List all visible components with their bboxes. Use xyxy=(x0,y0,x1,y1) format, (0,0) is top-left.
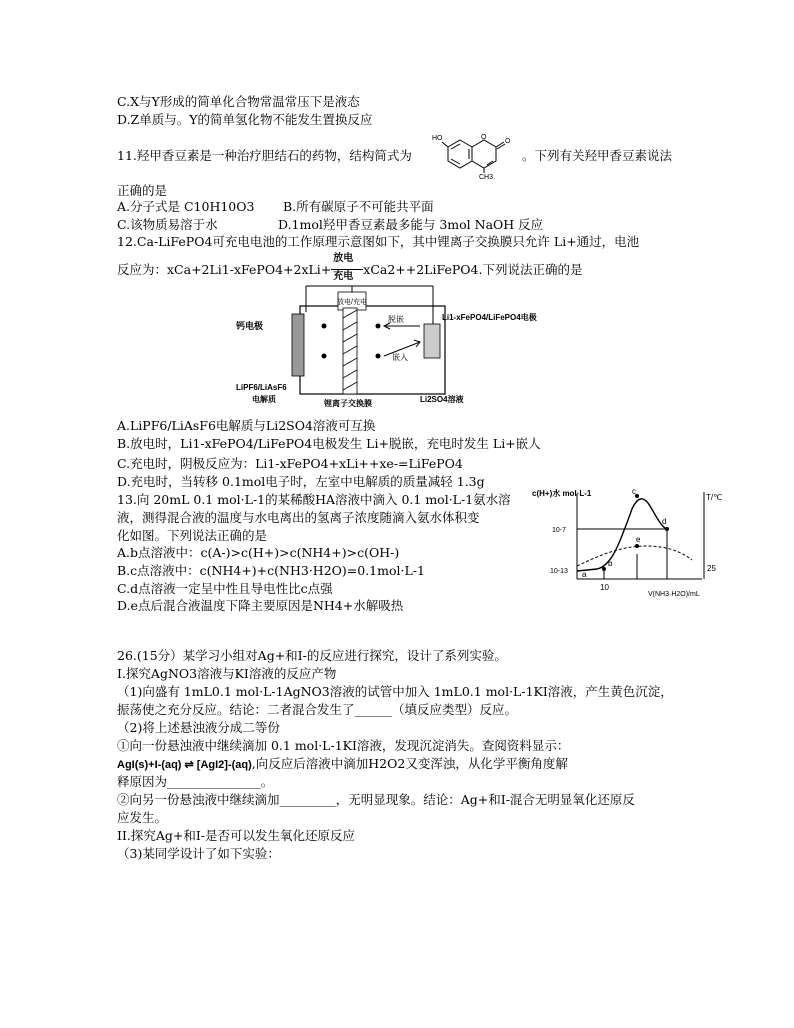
q26-section-1: I.探究AgNO3溶液与KI溶液的反应产物 xyxy=(117,666,337,681)
li2so4-label: Li2SO4溶液 xyxy=(420,395,464,404)
q12-option-a: A.LiPF6/LiAsF6电解质与Li2SO4溶液可互换 xyxy=(117,418,376,433)
struct-ho: HO xyxy=(432,135,443,142)
deintercalate-label: 脱嵌 xyxy=(388,315,404,324)
intercalate-label: 嵌入 xyxy=(392,353,408,362)
chart-series-temperature xyxy=(577,546,692,566)
chart-xlabel: V(NH3·H2O)/mL xyxy=(648,591,700,598)
q26-equilibrium: AgI(s)+I-(aq) ⇌ [AgI2]-(aq) xyxy=(117,759,252,771)
q13-option-b: B.c点溶液中：c(NH4+)+c(NH3·H2O)=0.1mol·L-1 xyxy=(117,563,425,578)
chart-point-b xyxy=(602,567,606,571)
chart-series-hplus xyxy=(577,499,667,571)
q13-option-d: D.e点后混合液温度下降主要原因是NH4+水解吸热 xyxy=(117,598,404,613)
q12-reaction xyxy=(117,253,583,282)
q13-option-a: A.b点溶液中：c(A-)>c(H+)>c(NH4+)>c(OH-) xyxy=(117,545,400,560)
q26-p2b-line1: ②向另一份悬浊液中继续滴加_________，无明显现象。结论：Ag+和I-混合无明显氧化还原反 xyxy=(117,792,635,807)
q26-p3: （3)某同学设计了如下实验： xyxy=(117,846,280,861)
titration-chart xyxy=(532,484,742,602)
chart-label-b: b xyxy=(608,559,613,568)
q10-option-d: D.Z单质与。Y的简单氢化物不能发生置换反应 xyxy=(117,112,373,127)
reaction-arrow xyxy=(331,253,363,282)
q11-option-b: B.所有碳原子不可能共平面 xyxy=(283,199,434,214)
struct-o-carbonyl: O xyxy=(505,138,511,145)
q12-option-b: B.放电时，Li1-xFePO4/LiFePO4电极发生 Li+脱嵌，充电时发生 Li+嵌人 xyxy=(117,436,541,451)
q26-p2a-line3: 释原因为_______________。 xyxy=(117,774,274,789)
q26-p2a-line2-rest: ,向反应后溶液中滴加H2O2又变浑浊，从化学平衡角度解 xyxy=(251,756,568,771)
q13-option-c: C.d点溶液一定呈中性且导电性比c点强 xyxy=(117,581,333,596)
struct-o-ring: O xyxy=(481,134,487,141)
arrow-discharge-label: 放电 xyxy=(333,253,354,264)
chart-ylabel: c(H+)水 mol·L-1 xyxy=(532,489,592,498)
chart-right-tick-25: 25 xyxy=(707,564,716,573)
q11-option-d: D.1mol羟甲香豆素最多能与 3mol NaOH 反应 xyxy=(278,217,544,232)
chart-ytick-1e-13: 10-13 xyxy=(550,568,568,575)
arrow-charge-label: 充电 xyxy=(333,271,354,282)
electrolyte-label-2: 电解质 xyxy=(252,395,276,404)
electrolyte-label: LiPF6/LiAsF6 xyxy=(236,383,287,392)
chart-ylabel-right: T/℃ xyxy=(706,493,723,502)
ca-electrode-label: 钙电极 xyxy=(236,321,264,331)
chart-label-c: c xyxy=(632,487,636,496)
q26-p1-line1: （1)向盛有 1mL0.1 mol·L-1AgNO3溶液的试管中加入 1mL0.1 mol·L-1KI溶液，产生黄色沉淀， xyxy=(117,684,673,699)
chart-point-e xyxy=(635,544,639,548)
q26-section-2: II.探究Ag+和I-是否可以发生氧化还原反应 xyxy=(117,828,356,843)
q13-stem-2: 液，测得混合液的温度与水电离出的氢离子浓度随滴入氨水体积变 xyxy=(117,510,480,525)
q13-stem-3: 化如图。下列说法正确的是 xyxy=(117,528,268,543)
chart-xtick-10: 10 xyxy=(600,583,609,592)
struct-ch3: CH3 xyxy=(479,174,494,180)
q12-reaction-left: 反应为：xCa+2Li1-xFePO4+2xLi+ xyxy=(117,262,332,277)
chart-ytick-1e-7: 10-7 xyxy=(552,527,567,534)
lfp-electrode-label: Li1-xFePO4/LiFePO4电极 xyxy=(442,313,537,322)
q11-option-a: A.分子式是 C10H10O3 xyxy=(117,199,255,214)
q12-stem: 12.Ca-LiFePO4可充电电池的工作原理示意图如下，其中锂离子交换膜只允许 Li+通过，电池 xyxy=(117,234,640,249)
battery-diagram xyxy=(228,284,568,412)
q13-stem-1: 13.向 20mL 0.1 mol·L-1的某稀酸HA溶液中滴入 0.1 mol·L-1氨水溶 xyxy=(117,492,511,507)
chart-label-d: d xyxy=(662,517,667,526)
chart-point-d xyxy=(665,527,669,531)
q26-p2: （2)将上述悬浊液分成二等份 xyxy=(117,720,280,735)
q26-p2a-line2 xyxy=(117,756,568,773)
chart-label-e: e xyxy=(636,535,641,544)
chart-label-a: a xyxy=(582,570,587,579)
q11-stem-end: 正确的是 xyxy=(117,183,168,198)
q12-option-d: D.充电时，当转移 0.1mol电子时，左室中电解质的质量减轻 1.3g xyxy=(117,474,485,489)
q11-stem-cont: 。下列有关羟甲香豆素说法 xyxy=(522,148,673,163)
q26-p2a-line1: ①向一份悬浊液中继续滴加 0.1 mol·L-1KI溶液，发现沉淀消失。查阅资料显示： xyxy=(117,738,570,753)
coumarin-structure xyxy=(432,128,522,180)
q26-p1-line2: 振荡使之充分反应。结论：二者混合发生了______（填反应类型）反应。 xyxy=(117,702,518,717)
q11-stem: 11.羟甲香豆素是一种治疗胆结石的药物，结构简式为 xyxy=(117,148,412,163)
q12-option-c: C.充电时，阴极反应为：Li1-xFePO4+xLi++xe-=LiFePO4 xyxy=(117,456,463,471)
switch-label: 放电/充电 xyxy=(337,299,367,306)
q10-option-c: C.X与Y形成的简单化合物常温常压下是液态 xyxy=(117,94,360,109)
q26-p2b-line2: 应发生。 xyxy=(117,810,168,825)
q12-reaction-right: xCa2++2LiFePO4.下列说法正确的是 xyxy=(363,262,583,277)
q26-stem: 26.(15分）某学习小组对Ag+和I-的反应进行探究，设计了系列实验。 xyxy=(117,648,507,663)
membrane-label: 锂离子交换膜 xyxy=(324,399,372,408)
q11-option-c: C.该物质易溶于水 xyxy=(117,217,218,232)
